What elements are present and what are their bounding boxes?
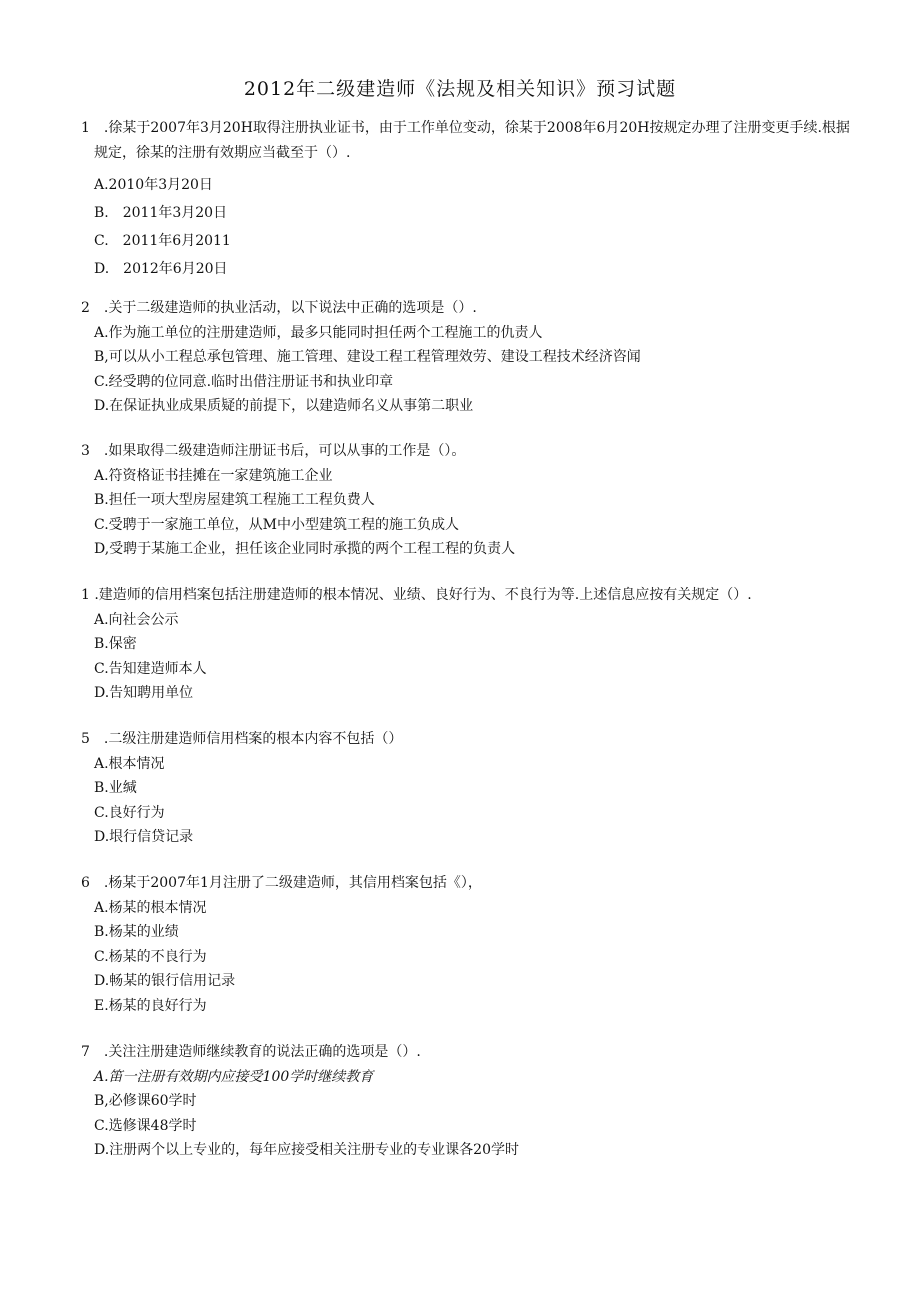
option-a: A.作为施工单位的注册建造师，最多只能同时担任两个工程施工的仇责人 <box>94 324 543 341</box>
document-title: 2012年二级建造师《法规及相关知识》预习试题 <box>243 78 677 100</box>
option-b: B.杨某的业绩 <box>94 924 179 940</box>
option-e: E.杨某的良好行为 <box>94 997 207 1014</box>
question-stem: 7 .关注注册建造师继续教育的说法正确的选项是（）. <box>81 1044 421 1060</box>
option-d: D.畅某的银行信用记录 <box>94 973 236 989</box>
option-b: B,必修课60学时 <box>94 1093 197 1109</box>
option-a: A.向社会公示 <box>94 611 179 628</box>
option-c: C.选修课48学时 <box>94 1117 197 1134</box>
question-2 <box>81 296 854 419</box>
option-a: A.杨某的根本情况 <box>94 899 207 916</box>
option-a: A.符资格证书挂摊在一家建筑施工企业 <box>94 467 333 484</box>
question-4 <box>81 583 854 706</box>
question-stem: 3 .如果取得二级建造师注册证书后，可以从事的工作是（）。 <box>81 443 466 459</box>
option-d: D.垠行信贷记录 <box>94 829 194 845</box>
option-d: D.注册两个以上专业的，每年应接受相关注册专业的专业课各20学时 <box>94 1142 519 1158</box>
option-b: B. 2011年3月20日 <box>94 205 228 221</box>
option-b: B.业缄 <box>94 780 137 796</box>
option-a: A.2010年3月20日 <box>94 177 213 193</box>
option-d: D,受聘于某施工企业，担任该企业同时承揽的两个工程工程的负责人 <box>94 541 516 557</box>
option-c: C. 2011年6月2011 <box>94 233 231 249</box>
question-1 <box>81 116 854 283</box>
option-c: C.杨某的不良行为 <box>94 948 207 965</box>
option-a: A.笛一注册有效期内应接受100学时继续教育 <box>94 1068 374 1085</box>
question-stem: 6 .杨某于2007年1月注册了二级建造师，其信用档案包括《）， <box>81 875 482 891</box>
question-stem: 1 .徐某于2007年3月20H取得注册执业证书，由于工作单位变动，徐某于2008年6月20H按规定办理了注册变更手续.根据规定，徐某的注册有效期应当截至于（）. <box>81 120 850 161</box>
question-5 <box>81 727 854 850</box>
option-d: D.告知聘用单位 <box>94 685 194 701</box>
question-stem: 2 .关于二级建造师的执业活动，以下说法中正确的选项是（）. <box>81 300 477 316</box>
question-stem: 1 .建造师的信用档案包括注册建造师的根本情况、业绩、良好行为、不良行为等.上述信息应按有关规定（）. <box>81 587 752 603</box>
question-stem: 5 .二级注册建造师信用档案的根本内容不包括（） <box>81 731 403 747</box>
option-b: B,可以从小工程总承包管理、施工管理、建设工程工程管理效劳、建设工程技术经济咨闻 <box>94 349 641 365</box>
option-c: C.经受聘的位同意.临时出借注册证书和执业印章 <box>94 373 394 390</box>
option-b: B.保密 <box>94 636 137 652</box>
option-d: D. 2012年6月20日 <box>94 261 228 277</box>
option-c: C.受聘于一家施工单位，从M中小型建筑工程的施工负成人 <box>94 516 459 533</box>
question-3 <box>81 439 854 562</box>
option-a: A.根本情况 <box>94 755 165 772</box>
option-b: B.担任一项大型房屋建筑工程施工工程负费人 <box>94 492 375 508</box>
option-c: C.告知建造师本人 <box>94 660 207 677</box>
question-7 <box>81 1040 854 1163</box>
question-6 <box>81 871 854 1018</box>
option-c: C.良好行为 <box>94 804 165 821</box>
option-d: D.在保证执业成果质疑的前提下，以建造师名义从事第二职业 <box>94 398 474 414</box>
